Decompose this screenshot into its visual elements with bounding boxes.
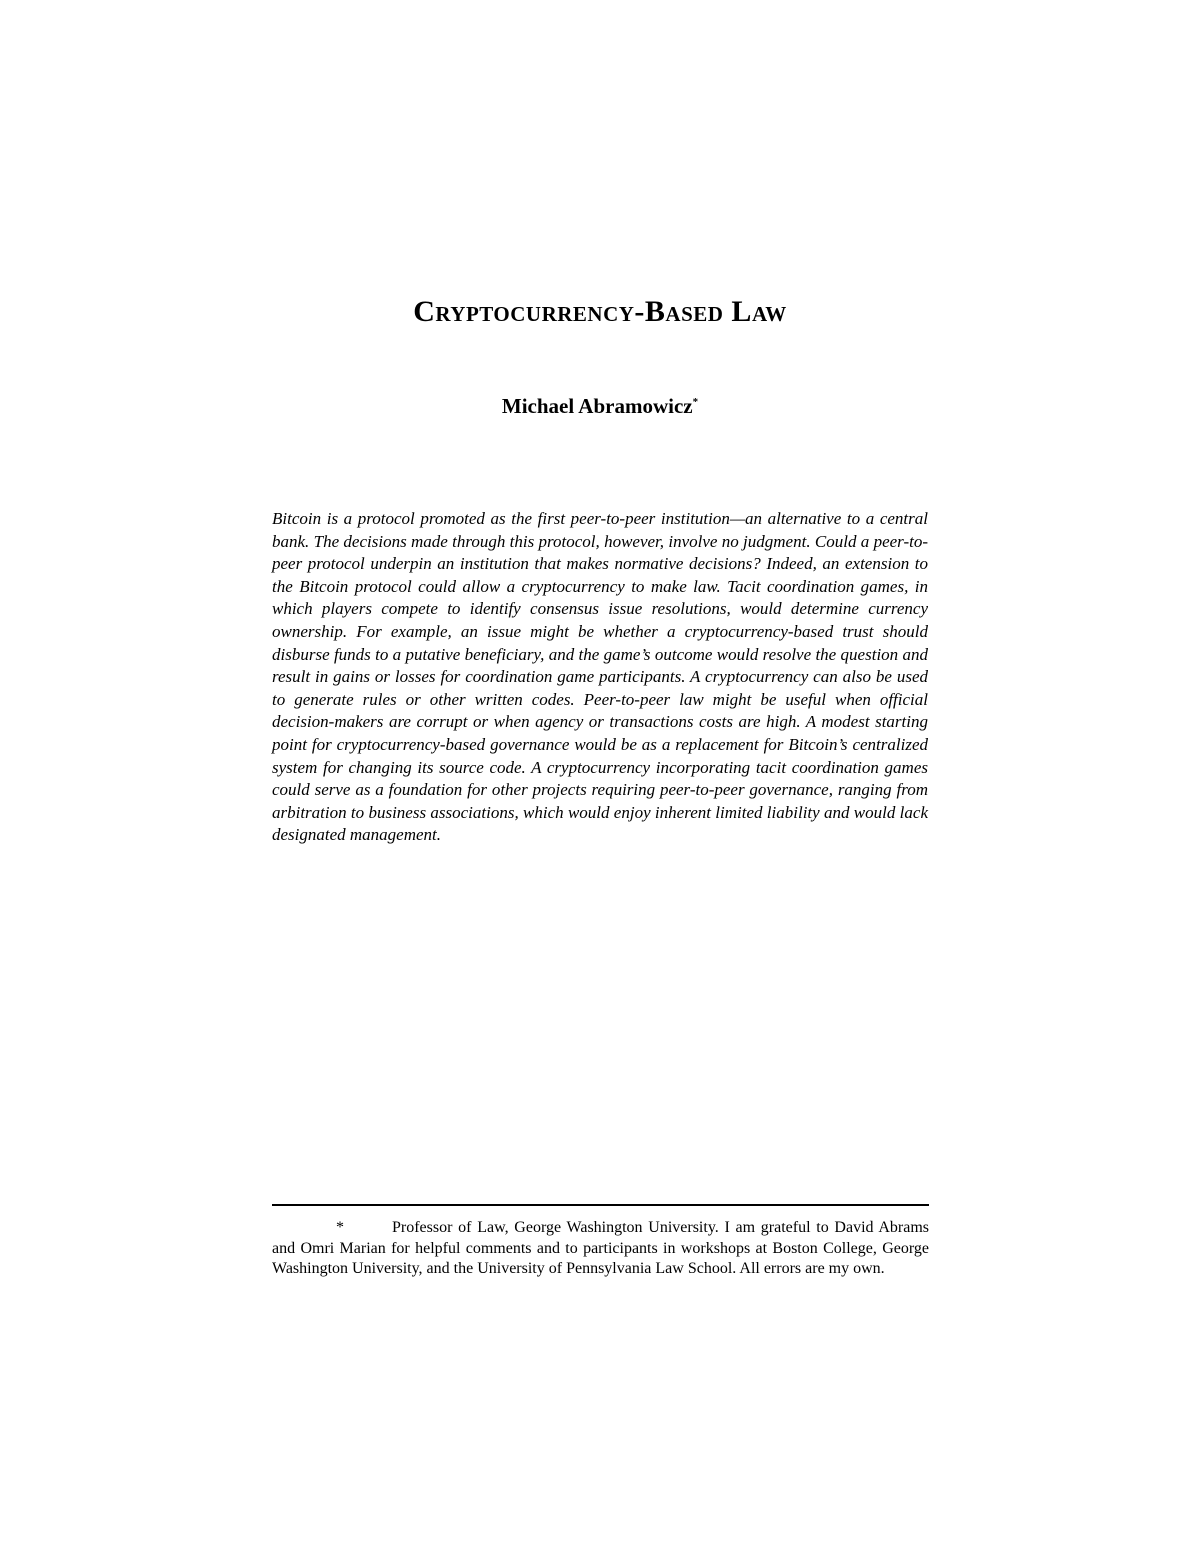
footnote-text: Professor of Law, George Washington University. I am grateful to David Abrams and Omri Marian for helpful comments and to participants in workshops at Boston College, George Washington University, and the University of Pennsylvania Law School. All errors are my own. <box>272 1219 929 1278</box>
footnote-separator <box>272 1204 929 1206</box>
footnote-marker: * <box>336 1219 344 1236</box>
paper-title: Cryptocurrency-Based Law <box>413 295 787 328</box>
abstract-paragraph: Bitcoin is a protocol promoted as the first peer-to-peer institution—an alternative to a central bank. The decisions made through this protocol, however, involve no judgment. Could a peer-to-peer protocol underpin an institution that makes normative decisions? Indeed, an extension to the Bitcoin protocol could allow a cryptocurrency to make law. Tacit coordination games, in which players compete to identify consensus issue resolutions, would determine currency ownership. For example, an issue might be whether a cryptocurrency-based trust should disburse funds to a putative beneficiary, and the game’s outcome would resolve the question and result in gains or losses for coordination game participants. A cryptocurrency can also be used to generate rules or other written codes. Peer-to-peer law might be useful when official decision-makers are corrupt or when agency or transactions costs are high. A modest starting point for cryptocurrency-based governance would be as a replacement for Bitcoin’s centralized system for changing its source code. A cryptocurrency incorporating tacit coordination games could serve as a foundation for other projects requiring peer-to-peer governance, ranging from arbitration to business associations, which would enjoy inherent limited liability and would lack designated management. <box>272 509 928 845</box>
author-line <box>0 392 1200 420</box>
author-name: Michael Abramowicz <box>501 394 693 418</box>
footnote <box>272 1218 929 1280</box>
author-footnote-marker[interactable]: * <box>692 396 699 408</box>
